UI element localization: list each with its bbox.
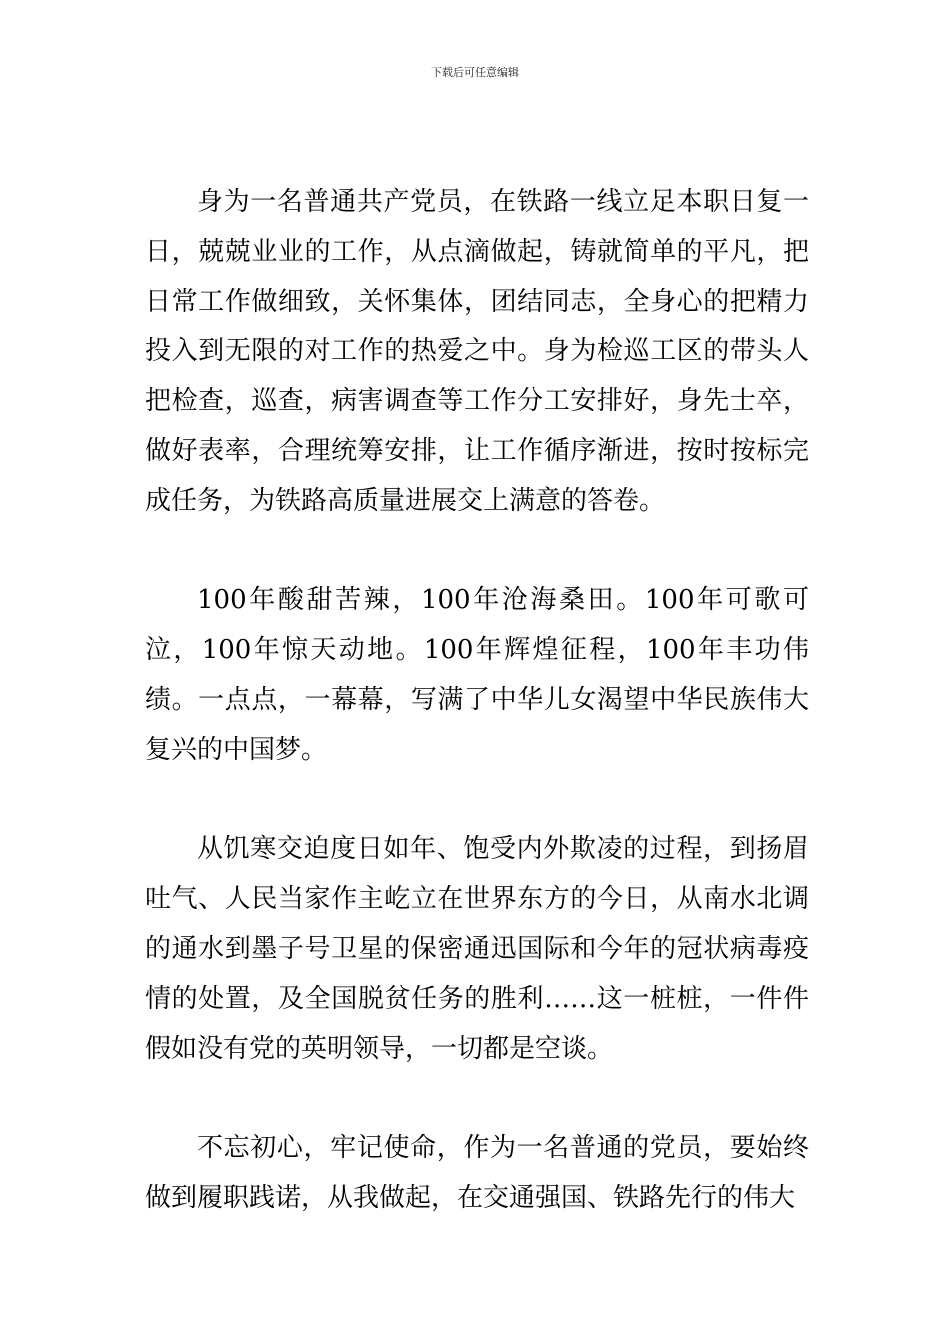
page-header: 下载后可任意编辑 xyxy=(431,66,519,79)
paragraph-2: 100年酸甜苦辣，100年沧海桑田。100年可歌可泣，100年惊天动地。100年辉煌征程，100年丰功伟绩。一点点，一幕幕，写满了中华儿女渴望中华民族伟大复兴的中国梦。 xyxy=(145,585,809,765)
paragraph-1: 身为一名普通共产党员，在铁路一线立足本职日复一日，兢兢业业的工作，从点滴做起，铸就简单的平凡，把日常工作做细致，关怀集体，团结同志，全身心的把精力投入到无限的对工作的热爱之中。身为检巡工区的带头人把检查，巡查，病害调查等工作分工安排好，身先士卒，做好表率，合理统筹安排，让工作循序渐进，按时按标完成任务，为铁路高质量进展交上满意的答卷。 xyxy=(145,187,809,516)
paragraph-4: 不忘初心，牢记使命，作为一名普通的党员，要始终做到履职践诺，从我做起，在交通强国、铁路先行的伟大 xyxy=(145,1133,809,1213)
paragraph-3: 从饥寒交迫度日如年、饱受内外欺凌的过程，到扬眉吐气、人民当家作主屹立在世界东方的今日，从南水北调的通水到墨子号卫星的保密通迅国际和今年的冠状病毒疫情的处置，及全国脱贫任务的胜利……这一桩桩，一件件假如没有党的英明领导，一切都是空谈。 xyxy=(145,834,809,1064)
document-body xyxy=(145,178,809,1224)
